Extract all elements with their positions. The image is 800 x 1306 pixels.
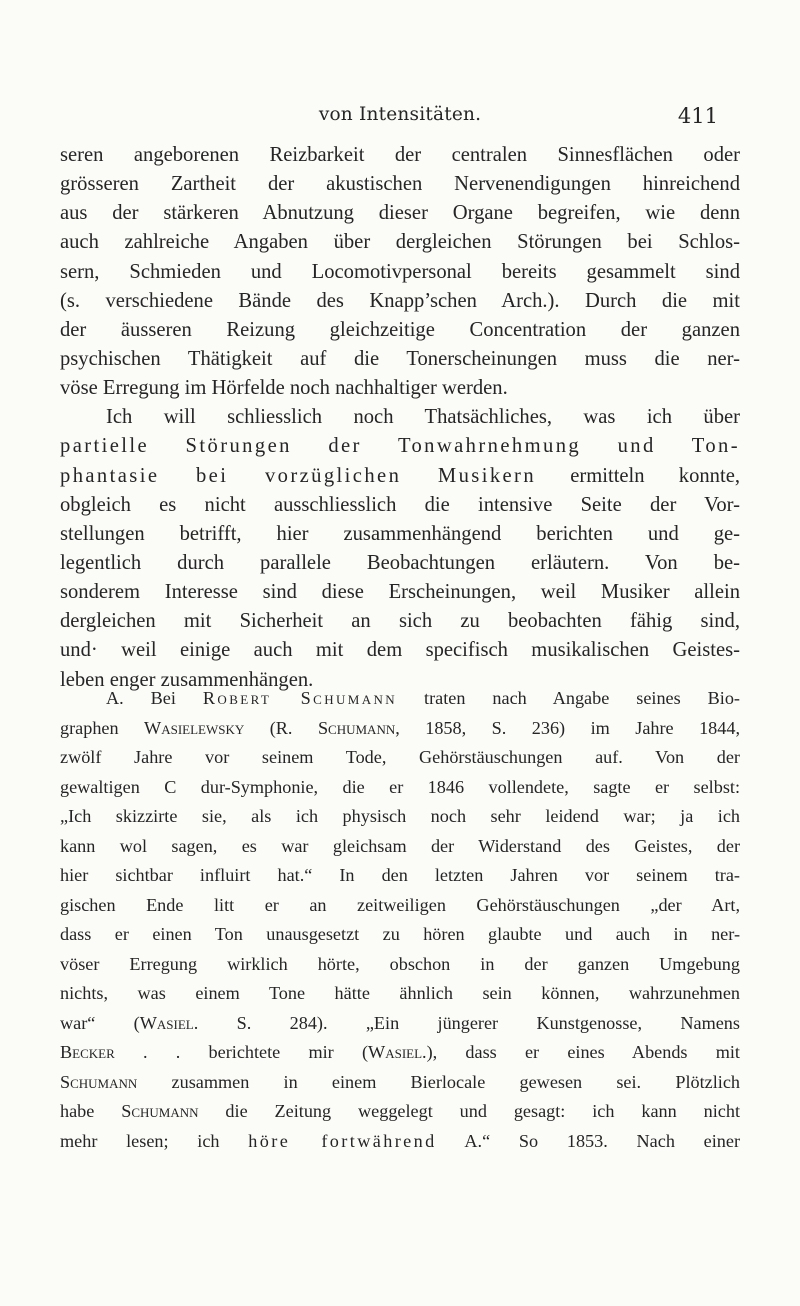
text-line: mehr lesen; ich höre fortwährend A.“ So 1853. Nach einer — [60, 1130, 741, 1151]
text-line: Ich will schliesslich noch Thatsächliches, was ich über — [106, 406, 740, 429]
text-line: stellungen betrifft, hier zusammenhängend berichten und ge- — [60, 522, 740, 545]
text-line: gewaltigen C dur-Symphonie, die er 1846 vollendete, sagte er selbst: — [60, 776, 740, 797]
person-name: Wasiel. — [139, 1012, 199, 1033]
running-header — [0, 102, 800, 132]
text-line: „Ich skizzirte sie, als ich physisch noch sehr leidend war; ja ich — [60, 806, 740, 826]
person-name: Schumann — [60, 1071, 138, 1092]
text-line: graphen Wasielewsky (R. Schumann, 1858, S. 236) im Jahre 1844, — [60, 717, 740, 738]
text-line: dass er einen Ton unausgesetzt zu hören glaubte und auch in ner- — [60, 924, 740, 944]
text-line: (s. verschiedene Bände des Knapp’schen Arch.). Durch die mit — [60, 289, 740, 312]
text-line: dergleichen mit Sicherheit an sich zu beobachten fähig sind, — [60, 610, 740, 633]
text-line: vöse Erregung im Hörfelde noch nachhaltiger werden. — [60, 377, 508, 400]
text-line: kann wol sagen, es war gleichsam der Widerstand des Geistes, der — [60, 835, 740, 856]
running-title: von Intensitäten. — [318, 104, 482, 125]
text-line: A. Bei Robert Schumann traten nach Angabe seines Bio- — [106, 688, 740, 708]
person-name: Schumann — [121, 1101, 199, 1121]
text-line: auch zahlreiche Angaben über dergleichen Störungen bei Schlos- — [60, 231, 740, 254]
text-line: zwölf Jahre vor seinem Tode, Gehörstäuschungen auf. Von der — [60, 747, 740, 767]
text-line: obgleich es nicht ausschliesslich die intensive Seite der Vor- — [60, 493, 740, 516]
text-line: und· weil einige auch mit dem specifisch musikalischen Geistes- — [60, 639, 740, 662]
spaced-text-line: partielle Störungen der Tonwahrnehmung und Ton- — [60, 435, 740, 458]
text-line: gischen Ende litt er an zeitweiligen Gehörstäuschungen „der Art, — [60, 894, 740, 915]
text-line: nichts, was einem Tone hätte ähnlich sein können, wahrzunehmen — [60, 983, 740, 1003]
text-line — [60, 462, 740, 491]
person-name: Robert Schumann — [202, 688, 398, 708]
schumann-section — [60, 684, 740, 1156]
text-line: seren angeborenen Reizbarkeit der centralen Sinnesflächen oder — [60, 144, 740, 166]
text-line: leben enger zusammenhängen. — [60, 668, 314, 691]
text-segment: ermitteln konnte, — [536, 464, 740, 487]
text-line: der äusseren Reizung gleichzeitige Concentration der ganzen — [60, 318, 740, 341]
text-line: vöser Erregung wirklich hörte, obschon in der ganzen Umgebung — [60, 953, 740, 974]
text-line: habe Schumann die Zeitung weggelegt und gesagt: ich kann nicht — [60, 1101, 740, 1121]
text-line: Schumann zusammen in einem Bierlocale gewesen sei. Plötzlich — [60, 1071, 740, 1092]
person-name: Wasiel. — [368, 1042, 427, 1062]
body-text — [60, 141, 740, 695]
text-line: Becker . . berichtete mir (Wasiel.), dass er eines Abends mit — [60, 1042, 740, 1062]
person-name: Becker — [60, 1042, 115, 1062]
text-line: sonderem Interesse sind diese Erscheinungen, weil Musiker allein — [60, 581, 740, 604]
text-line: sern, Schmieden und Locomotivpersonal bereits gesammelt sind — [60, 260, 740, 283]
spaced-text: höre fortwährend — [248, 1130, 437, 1151]
spaced-text: phantasie bei vorzüglichen Musikern — [60, 464, 537, 487]
text-line: grösseren Zartheit der akustischen Nervenendigungen hinreichend — [60, 173, 740, 196]
paragraph-continued — [60, 141, 740, 403]
text-line: aus der stärkeren Abnutzung dieser Organe begreifen, wie denn — [60, 202, 740, 225]
paragraph-musicians — [60, 403, 740, 694]
text-line: psychischen Thätigkeit auf die Tonerscheinungen muss die ner- — [60, 347, 740, 370]
text-line: hier sichtbar influirt hat.“ In den letzten Jahren vor seinem tra- — [60, 865, 740, 885]
text-line: war“ (Wasiel. S. 284). „Ein jüngerer Kunstgenosse, Namens — [60, 1012, 740, 1033]
text-line: legentlich durch parallele Beobachtungen erläutern. Von be- — [60, 551, 740, 574]
person-name: Schumann — [317, 717, 396, 738]
person-name: Wasielewsky — [144, 717, 245, 738]
page-number: 411 — [677, 104, 718, 128]
